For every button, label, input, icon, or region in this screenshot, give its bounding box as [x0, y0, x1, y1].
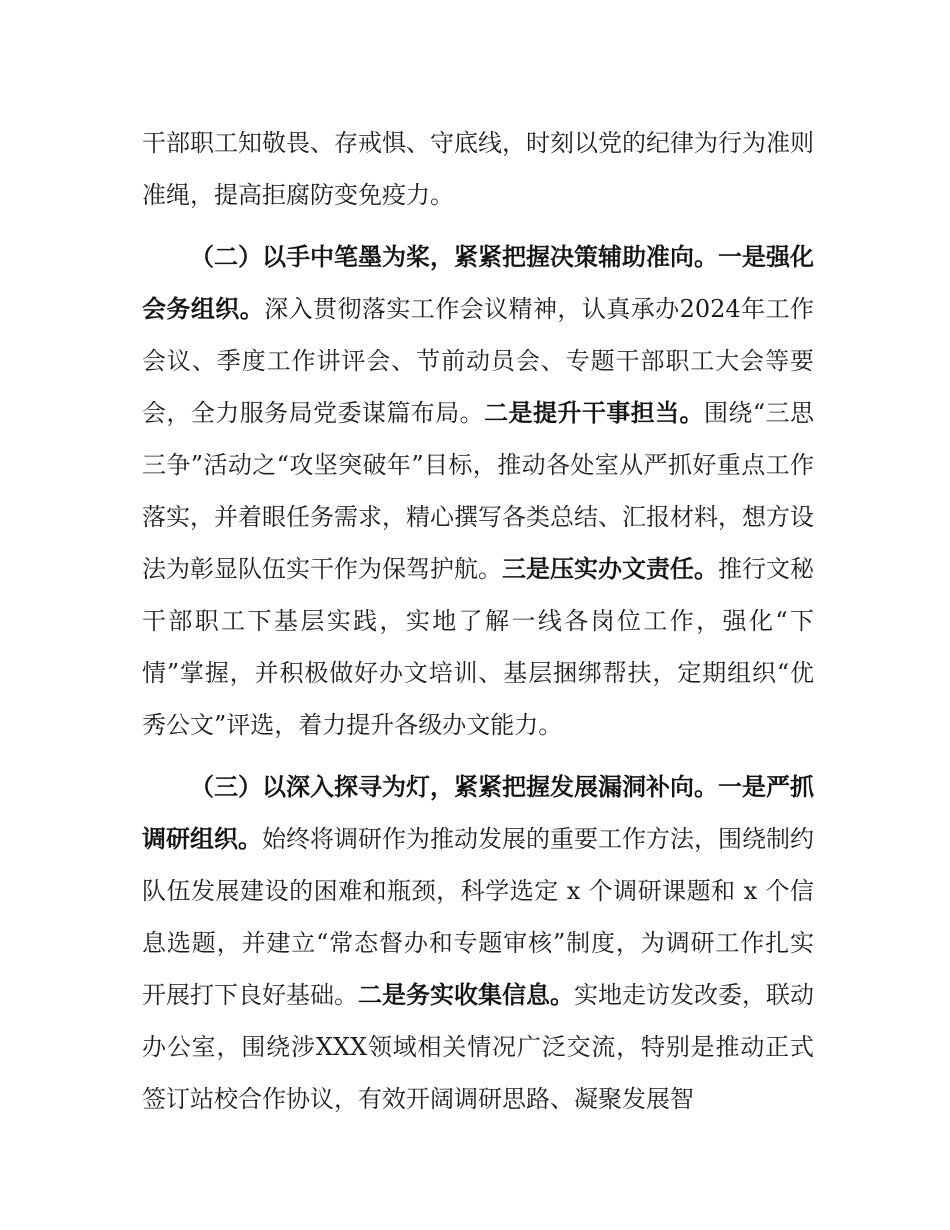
section-2-point-2-title: 二是提升干事担当。	[484, 399, 704, 427]
section-2-heading: （二）以手中笔墨为桨，紧紧把握决策辅助准向。	[190, 243, 718, 271]
paragraph-1-text: 干部职工知敬畏、存戒惧、守底线，时刻以党的纪律为行为准则准绳，提高拒腐防变免疫力。	[142, 129, 814, 209]
section-2-point-3-text: 推行文秘干部职工下基层实践，实地了解一线各岗位工作，强化“下情”掌握，并积极做好办文培训、基层捆绑帮扶，定期组织“优秀公文”评选，着力提升各级办文能力。	[142, 555, 814, 739]
section-3-point-2-text: 实地走访发改委，联动办公室，围绕涉XXX领域相关情况广泛交流，特别是推动正式签订站校合作协议，有效开阔调研思路、凝聚发展智	[142, 981, 814, 1113]
section-3-heading: （三）以深入探寻为灯，紧紧把握发展漏洞补向。	[190, 773, 718, 801]
paragraph-continuation	[142, 117, 814, 221]
section-3-point-2-title: 二是务实收集信息。	[358, 981, 574, 1009]
section-2-point-2-text: 围绕“三思三争”活动之“攻坚突破年”目标，推动各处室从严抓好重点工作落实，并着眼任务需求，精心撰写各类总结、汇报材料，想方设法为彰显队伍实干作为保驾护航。	[142, 399, 814, 583]
section-2-point-1-text: 深入贯彻落实工作会议精神，认真承办2024年工作会议、季度工作讲评会、节前动员会、专题干部职工大会等要会，全力服务局党委谋篇布局。	[142, 295, 815, 427]
section-3-point-1-text: 始终将调研作为推动发展的重要工作方法，围绕制约队伍发展建设的困难和瓶颈，科学选定 x 个调研课题和 x 个信息选题，并建立“常态督办和专题审核”制度，为调研工作扎实开展打下良好基础。	[142, 825, 814, 1009]
section-2-point-1-title: 一是强化会务组织。	[142, 243, 814, 323]
paragraph-section-2	[142, 231, 814, 751]
section-2-point-3-title: 三是压实办文责任。	[502, 555, 718, 583]
body-text	[142, 117, 814, 1125]
paragraph-section-3	[142, 761, 814, 1125]
section-3-point-1-title: 一是严抓调研组织。	[142, 773, 814, 853]
